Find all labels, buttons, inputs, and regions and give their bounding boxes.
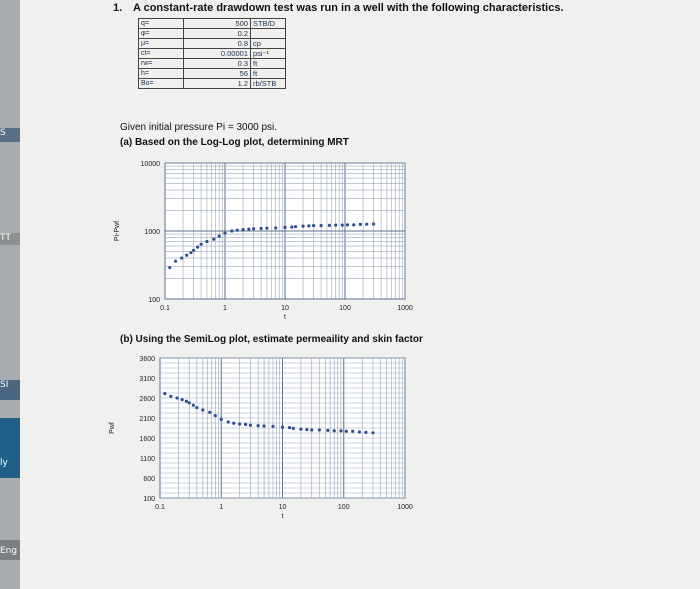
property-unit: psi⁻¹ (251, 49, 286, 59)
sidebar-tab[interactable] (0, 380, 20, 400)
y-tick-label: 2600 (139, 396, 155, 403)
x-axis-label: t (281, 513, 284, 520)
question-text: A constant-rate drawdown test was run in a well with the following characteristics. (133, 2, 564, 14)
table-row (139, 69, 286, 79)
property-unit: ft (251, 59, 286, 69)
property-value: 0.8 (184, 39, 251, 49)
sidebar-tab[interactable] (0, 233, 20, 245)
sidebar-tab-label: ly (0, 458, 8, 468)
property-key: h= (139, 69, 184, 79)
property-unit (251, 29, 286, 39)
table-row (139, 39, 286, 49)
background-sidebar (0, 0, 20, 589)
property-key: ct= (139, 49, 184, 59)
table-row (139, 49, 286, 59)
question-heading (113, 2, 564, 14)
y-tick-label: 10000 (140, 161, 160, 168)
property-key: φ= (139, 29, 184, 39)
property-unit: cp (251, 39, 286, 49)
question-number: 1. (113, 2, 123, 14)
y-tick-label: 100 (148, 297, 160, 304)
x-tick-label: 1000 (397, 305, 413, 312)
x-tick-label: 10 (278, 504, 287, 511)
sidebar-tab-label: Eng (0, 546, 18, 556)
x-tick-label: 0.1 (160, 305, 170, 312)
property-unit: rb/STB (251, 79, 286, 89)
sidebar-tab[interactable] (0, 540, 20, 560)
y-tick-label: 3100 (139, 376, 155, 383)
sidebar-tab-label: SI (0, 380, 9, 390)
x-tick-label: 1 (219, 504, 224, 511)
x-axis-label: t (284, 314, 286, 321)
sidebar-tab-label: S (0, 128, 6, 138)
x-tick-label: 1000 (397, 504, 413, 511)
property-value: 0.3 (184, 59, 251, 69)
property-key: q= (139, 19, 184, 29)
property-key: rw= (139, 59, 184, 69)
sidebar-tab[interactable] (0, 128, 20, 142)
part-b-text: (b) Using the SemiLog plot, estimate permeaility and skin factor (120, 334, 423, 345)
property-value: 500 (184, 19, 251, 29)
property-unit: STB/D (251, 19, 286, 29)
y-tick-label: 100 (143, 496, 155, 503)
sidebar-tab-label: TT (0, 233, 11, 243)
worksheet-page (20, 0, 700, 589)
given-text: Given initial pressure Pi = 3000 psi. (120, 122, 278, 133)
property-value: 56 (184, 69, 251, 79)
x-tick-label: 10 (281, 305, 289, 312)
table-row (139, 29, 286, 39)
y-axis-label: Pi-Pwf (114, 220, 121, 242)
y-tick-label: 1600 (139, 436, 155, 443)
y-tick-label: 1100 (139, 456, 155, 463)
property-key: Bo= (139, 79, 184, 89)
property-key: μ= (139, 39, 184, 49)
x-tick-label: 100 (339, 305, 351, 312)
x-tick-label: 0.1 (155, 504, 165, 511)
x-tick-label: 100 (337, 504, 350, 511)
y-tick-label: 1000 (144, 229, 160, 236)
y-tick-label: 600 (143, 476, 155, 483)
table-row (139, 19, 286, 29)
table-row (139, 79, 286, 89)
y-tick-label: 2100 (139, 416, 155, 423)
property-value: 0.2 (184, 29, 251, 39)
y-axis-label: Pwf (109, 422, 116, 434)
property-value: 1.2 (184, 79, 251, 89)
part-a-text: (a) Based on the Log-Log plot, determining MRT (120, 137, 349, 148)
y-tick-label: 3600 (139, 356, 155, 363)
table-row (139, 59, 286, 69)
properties-table (138, 18, 286, 89)
sidebar-tab[interactable] (0, 418, 20, 478)
property-unit: ft (251, 69, 286, 79)
x-tick-label: 1 (223, 305, 227, 312)
property-value: 0.00001 (184, 49, 251, 59)
